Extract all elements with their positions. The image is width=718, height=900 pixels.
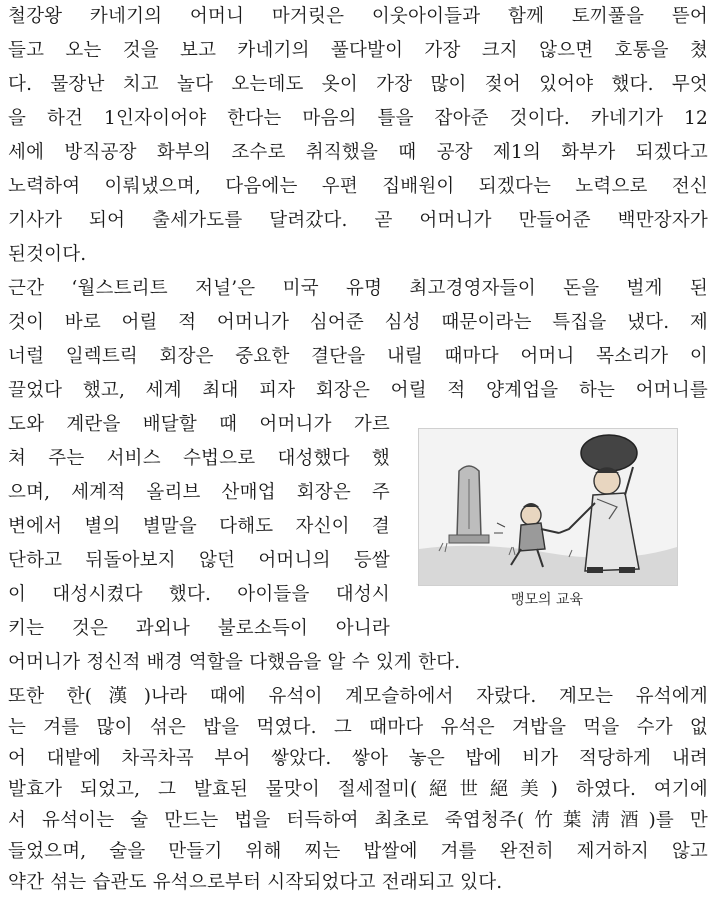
paragraph-2-line-12: 어머니가 정신적 배경 역할을 다했음을 알 수 있게 한다. xyxy=(8,652,461,673)
paragraph-1-line-3: 다. 물장난 치고 놀다 오는데도 옷이 가장 많이 젖어 있어야 했다. 무엇 xyxy=(8,74,708,95)
paragraph-3-line-2: 는 겨를 많이 섞은 밥을 먹였다. 그 때마다 유석은 겨밥을 먹을 수가 없 xyxy=(8,717,708,738)
paragraph-2-line-6: 쳐 주는 서비스 수법으로 대성했다 했 xyxy=(8,448,390,469)
paragraph-3-line-1: 또한 한(漢)나라 때에 유석이 계모슬하에서 자랐다. 계모는 유석에게 xyxy=(8,686,708,707)
paragraph-1-line-5: 세에 방직공장 화부의 조수로 취직했을 때 공장 제1의 화부가 되겠다고 xyxy=(8,142,708,163)
paragraph-3-line-7: 약간 섞는 습관도 유석으로부터 시작되었다고 전래되고 있다. xyxy=(8,872,503,893)
paragraph-2-line-1: 근간 ‘월스트리트 저널’은 미국 유명 최고경영자들이 돈을 벌게 된 xyxy=(8,278,708,299)
paragraph-1-line-4: 을 하건 1인자이어야 한다는 마음의 틀을 잡아준 것이다. 카네기가 12 xyxy=(8,108,708,129)
paragraph-2-line-10: 이 대성시켰다 했다. 아이들을 대성시 xyxy=(8,584,390,605)
paragraph-1-line-8: 된것이다. xyxy=(8,244,87,265)
figure-caption: 맹모의 교육 xyxy=(510,592,584,608)
paragraph-2-line-2: 것이 바로 어릴 적 어머니가 심어준 심성 때문이라는 특집을 냈다. 제 xyxy=(8,312,708,333)
paragraph-3-line-3: 어 대밭에 차곡차곡 부어 쌓았다. 쌓아 놓은 밥에 비가 적당하게 내려 xyxy=(8,748,708,769)
illustration-svg xyxy=(419,429,677,585)
paragraph-3-line-6: 들었으며, 술을 만들기 위해 찌는 밥쌀에 겨를 완전히 제거하지 않고 xyxy=(8,841,708,862)
paragraph-3-line-4: 발효가 되었고, 그 발효된 물맛이 절세절미(絕世絕美) 하였다. 여기에 xyxy=(8,779,708,800)
paragraph-2-line-4: 끌었다 했고, 세계 최대 피자 회장은 어릴 적 양계업을 하는 어머니를 xyxy=(8,380,708,401)
paragraph-2-line-3: 너럴 일렉트릭 회장은 중요한 결단을 내릴 때마다 어머니 목소리가 이 xyxy=(8,346,708,367)
paragraph-3-line-5: 서 유석이는 술 만드는 법을 터득하여 최초로 죽엽청주(竹葉淸酒)를 만 xyxy=(8,810,708,831)
paragraph-1-line-2: 들고 오는 것을 보고 카네기의 풀다발이 가장 크지 않으면 호통을 쳤 xyxy=(8,40,708,61)
paragraph-1-line-6: 노력하여 이뤄냈으며, 다음에는 우편 집배원이 되겠다는 노력으로 전신 xyxy=(8,176,708,197)
paragraph-1-line-7: 기사가 되어 출세가도를 달려갔다. 곧 어머니가 만들어준 백만장자가 xyxy=(8,210,708,231)
paragraph-2-line-9: 단하고 뒤돌아보지 않던 어머니의 등쌀 xyxy=(8,550,390,571)
mother-child-illustration xyxy=(418,428,678,586)
paragraph-2-line-11: 키는 것은 과외나 불로소득이 아니라 xyxy=(8,618,390,639)
paragraph-2-line-8: 변에서 별의 별말을 다해도 자신이 결 xyxy=(8,516,390,537)
paragraph-1-line-1: 철강왕 카네기의 어머니 마거릿은 이웃아이들과 함께 토끼풀을 뜯어 xyxy=(8,6,708,27)
paragraph-2-line-5: 도와 계란을 배달할 때 어머니가 가르 xyxy=(8,414,390,435)
paragraph-2-line-7: 으며, 세계적 올리브 산매업 회장은 주 xyxy=(8,482,390,503)
